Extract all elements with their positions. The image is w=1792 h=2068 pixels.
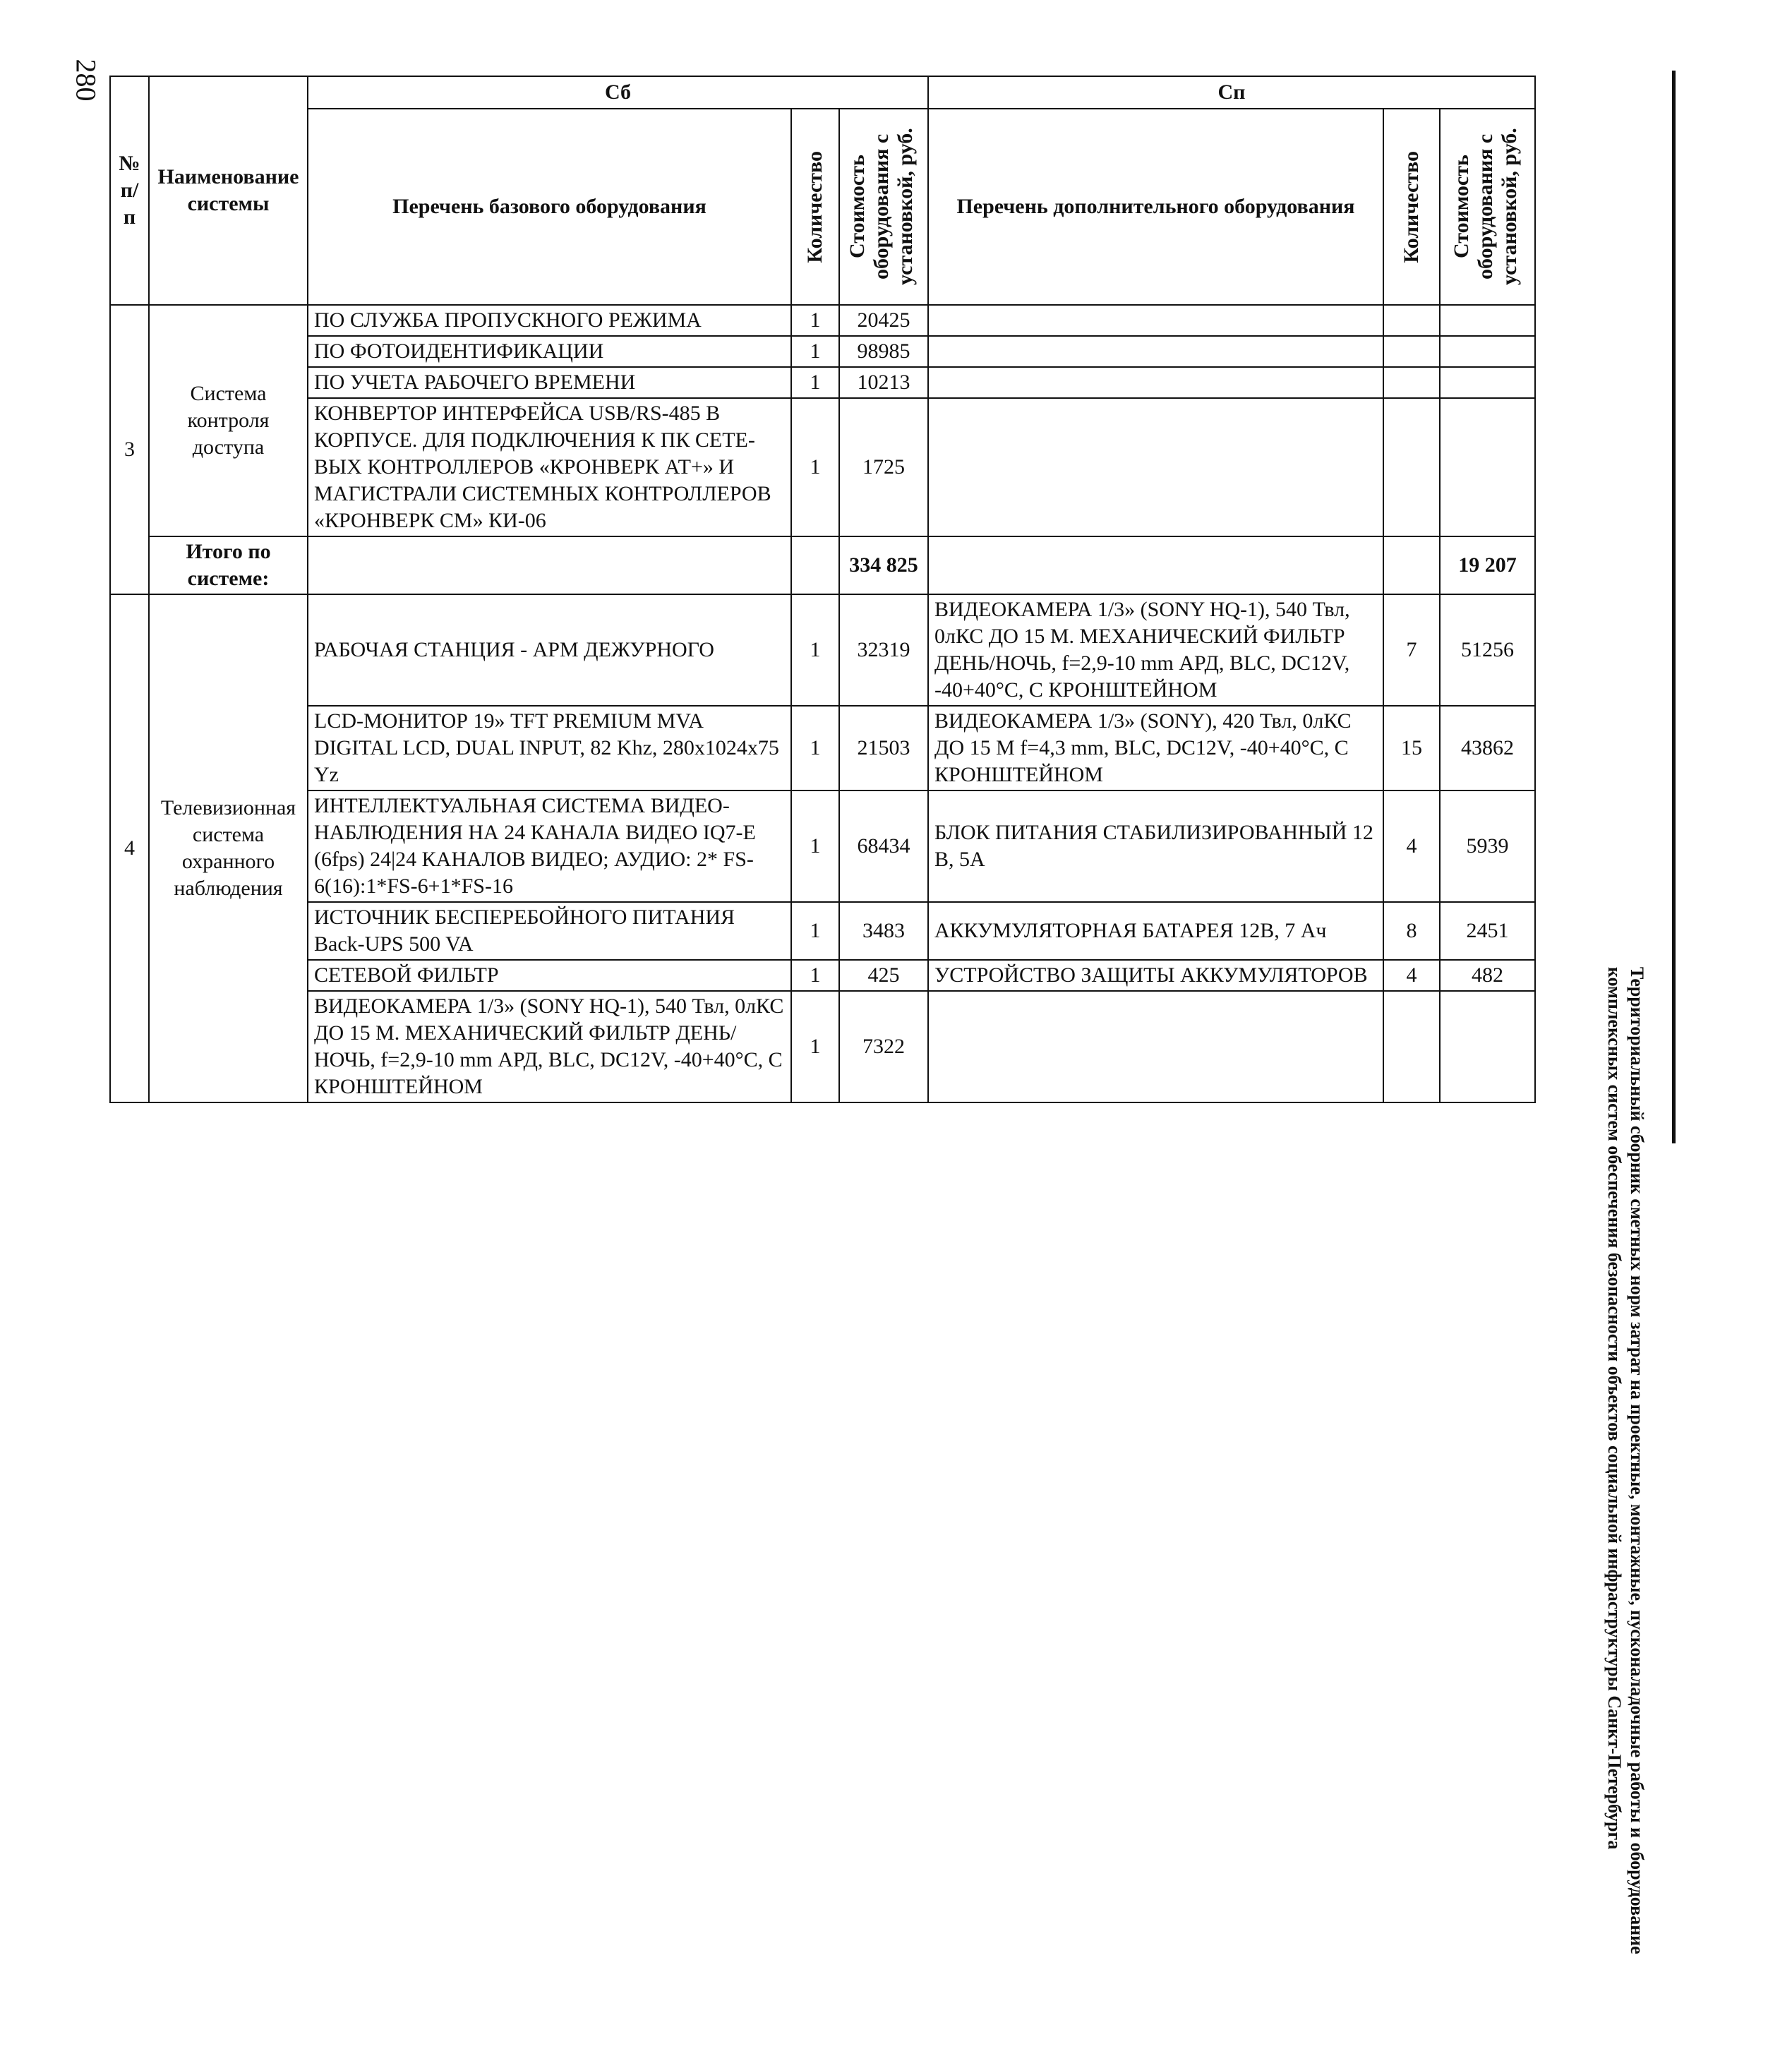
cost2: 51256 xyxy=(1440,594,1535,706)
qty2 xyxy=(1383,991,1440,1102)
header-qty: Количество xyxy=(803,150,826,263)
cost: 21503 xyxy=(839,706,928,790)
base-item: ПО УЧЕТА РАБОЧЕГО ВРЕМЕНИ xyxy=(308,367,791,398)
total-base: 334 825 xyxy=(839,536,928,594)
table-row xyxy=(110,398,1535,536)
add-item xyxy=(928,367,1383,398)
cost2: 482 xyxy=(1440,960,1535,991)
add-item xyxy=(928,991,1383,1102)
table-row xyxy=(110,367,1535,398)
add-item: ВИДЕОКАМЕРА 1/3» (SONY HQ-1), 540 Твл, 0лКС ДО 15 М. МЕХАНИЧЕСКИЙ ФИЛЬТР ДЕНЬ/НОЧЬ, f=2,9-10 mm АРД, BLC, DC12V, -40+40°С, С КРОНШТЕЙНОМ xyxy=(928,594,1383,706)
header-sb: Сб xyxy=(308,76,928,109)
base-item: ВИДЕОКАМЕРА 1/3» (SONY HQ-1), 540 Твл, 0лКС ДО 15 М. МЕХАНИЧЕСКИЙ ФИЛЬТР ДЕНЬ/НОЧЬ, f=2,9-10 mm АРД, BLC, DC12V, -40+40°С, С КРОНШТЕЙНОМ xyxy=(308,991,791,1102)
add-item xyxy=(928,336,1383,367)
base-item: РАБОЧАЯ СТАНЦИЯ - АРМ ДЕЖУРНОГО xyxy=(308,594,791,706)
cost: 1725 xyxy=(839,398,928,536)
section4-number: 4 xyxy=(110,594,149,1102)
cost2: 5939 xyxy=(1440,790,1535,902)
table-row xyxy=(110,902,1535,960)
section4-name: Телевизионная система охранного наблюдения xyxy=(149,594,308,1102)
cost: 7322 xyxy=(839,991,928,1102)
qty2 xyxy=(1383,305,1440,336)
section3-number: 3 xyxy=(110,305,149,594)
qty2 xyxy=(1383,367,1440,398)
base-item: ПО ФОТОИДЕНТИФИКАЦИИ xyxy=(308,336,791,367)
qty2: 7 xyxy=(1383,594,1440,706)
qty2 xyxy=(1383,398,1440,536)
cost2 xyxy=(1440,398,1535,536)
cost: 425 xyxy=(839,960,928,991)
qty: 1 xyxy=(791,336,839,367)
qty: 1 xyxy=(791,594,839,706)
cost2 xyxy=(1440,991,1535,1102)
qty: 1 xyxy=(791,398,839,536)
header-cost2: Стоимость оборудования с установкой, руб. xyxy=(1449,128,1521,286)
header-rule xyxy=(1672,71,1676,1143)
cost: 3483 xyxy=(839,902,928,960)
total-add: 19 207 xyxy=(1440,536,1535,594)
base-item: СЕТЕВОЙ ФИЛЬТР xyxy=(308,960,791,991)
header-name: Наименование системы xyxy=(149,76,308,305)
header-qty2: Количество xyxy=(1400,150,1423,263)
base-item: ПО СЛУЖБА ПРОПУСКНОГО РЕЖИМА xyxy=(308,305,791,336)
add-item: АККУМУЛЯТОРНАЯ БАТАРЕЯ 12В, 7 Ач xyxy=(928,902,1383,960)
header-sp: Сп xyxy=(928,76,1535,109)
add-item xyxy=(928,398,1383,536)
qty: 1 xyxy=(791,790,839,902)
base-item: ИНТЕЛЛЕКТУАЛЬНАЯ СИСТЕМА ВИДЕО-НАБЛЮДЕНИЯ НА 24 КАНАЛА ВИДЕО IQ7-E (6fps) 24|24 КАНАЛОВ ВИДЕО; АУДИО: 2* FS-6(16):1*FS-6+1*FS-16 xyxy=(308,790,791,902)
table-row xyxy=(110,706,1535,790)
qty2: 8 xyxy=(1383,902,1440,960)
header-cost: Стоимость оборудования с установкой, руб. xyxy=(846,128,917,286)
qty2: 4 xyxy=(1383,960,1440,991)
cost2 xyxy=(1440,305,1535,336)
total-row xyxy=(110,536,1535,594)
cost2: 2451 xyxy=(1440,902,1535,960)
total-label: Итого по системе: xyxy=(149,536,308,594)
cost: 20425 xyxy=(839,305,928,336)
qty: 1 xyxy=(791,902,839,960)
qty2: 4 xyxy=(1383,790,1440,902)
page-number: 280 xyxy=(70,59,102,102)
table-row xyxy=(110,991,1535,1102)
cost2 xyxy=(1440,367,1535,398)
qty: 1 xyxy=(791,991,839,1102)
cost2: 43862 xyxy=(1440,706,1535,790)
base-item: КОНВЕРТОР ИНТЕРФЕЙСА USB/RS-485 В КОРПУСЕ. ДЛЯ ПОДКЛЮЧЕНИЯ К ПК СЕТЕ-ВЫХ КОНТРОЛЛЕРОВ «КРОНВЕРК АТ+» И МАГИСТРАЛИ СИСТЕМНЫХ КОНТРОЛЛЕРОВ «КРОНВЕРК СМ» КИ-06 xyxy=(308,398,791,536)
table-row xyxy=(110,790,1535,902)
qty: 1 xyxy=(791,367,839,398)
base-item: ИСТОЧНИК БЕСПЕРЕБОЙНОГО ПИТАНИЯ Back-UPS 500 VA xyxy=(308,902,791,960)
add-item: УСТРОЙСТВО ЗАЩИТЫ АККУМУЛЯТОРОВ xyxy=(928,960,1383,991)
table-row xyxy=(110,305,1535,336)
qty2: 15 xyxy=(1383,706,1440,790)
base-item: LCD-МОНИТОР 19» TFT PREMIUM MVA DIGITAL LCD, DUAL INPUT, 82 Khz, 280x1024x75 Yz xyxy=(308,706,791,790)
qty2 xyxy=(1383,336,1440,367)
equipment-table xyxy=(109,76,1536,1103)
qty: 1 xyxy=(791,960,839,991)
section3-name: Система контроля доступа xyxy=(149,305,308,536)
add-item: БЛОК ПИТАНИЯ СТАБИЛИЗИРОВАННЫЙ 12 В, 5А xyxy=(928,790,1383,902)
cost: 98985 xyxy=(839,336,928,367)
qty: 1 xyxy=(791,706,839,790)
qty: 1 xyxy=(791,305,839,336)
add-item: ВИДЕОКАМЕРА 1/3» (SONY), 420 Твл, 0лКС ДО 15 М f=4,3 mm, BLC, DC12V, -40+40°С, С КРОНШТЕЙНОМ xyxy=(928,706,1383,790)
cost2 xyxy=(1440,336,1535,367)
cost: 10213 xyxy=(839,367,928,398)
cost: 68434 xyxy=(839,790,928,902)
table-row xyxy=(110,960,1535,991)
add-item xyxy=(928,305,1383,336)
running-header: Территориальный сборник сметных норм затрат на проектные, монтажные, пусконаладочные работы и оборудование комплексных систем обеспечения безопасности объектов социальной инфраструктуры Санкт-Петербурга xyxy=(1604,967,1647,1954)
table-row xyxy=(110,336,1535,367)
cost: 32319 xyxy=(839,594,928,706)
header-base-list: Перечень базового оборудования xyxy=(308,109,791,305)
table-row xyxy=(110,594,1535,706)
header-no: № п/п xyxy=(110,76,149,305)
header-add-list: Перечень дополнительного оборудования xyxy=(928,109,1383,305)
